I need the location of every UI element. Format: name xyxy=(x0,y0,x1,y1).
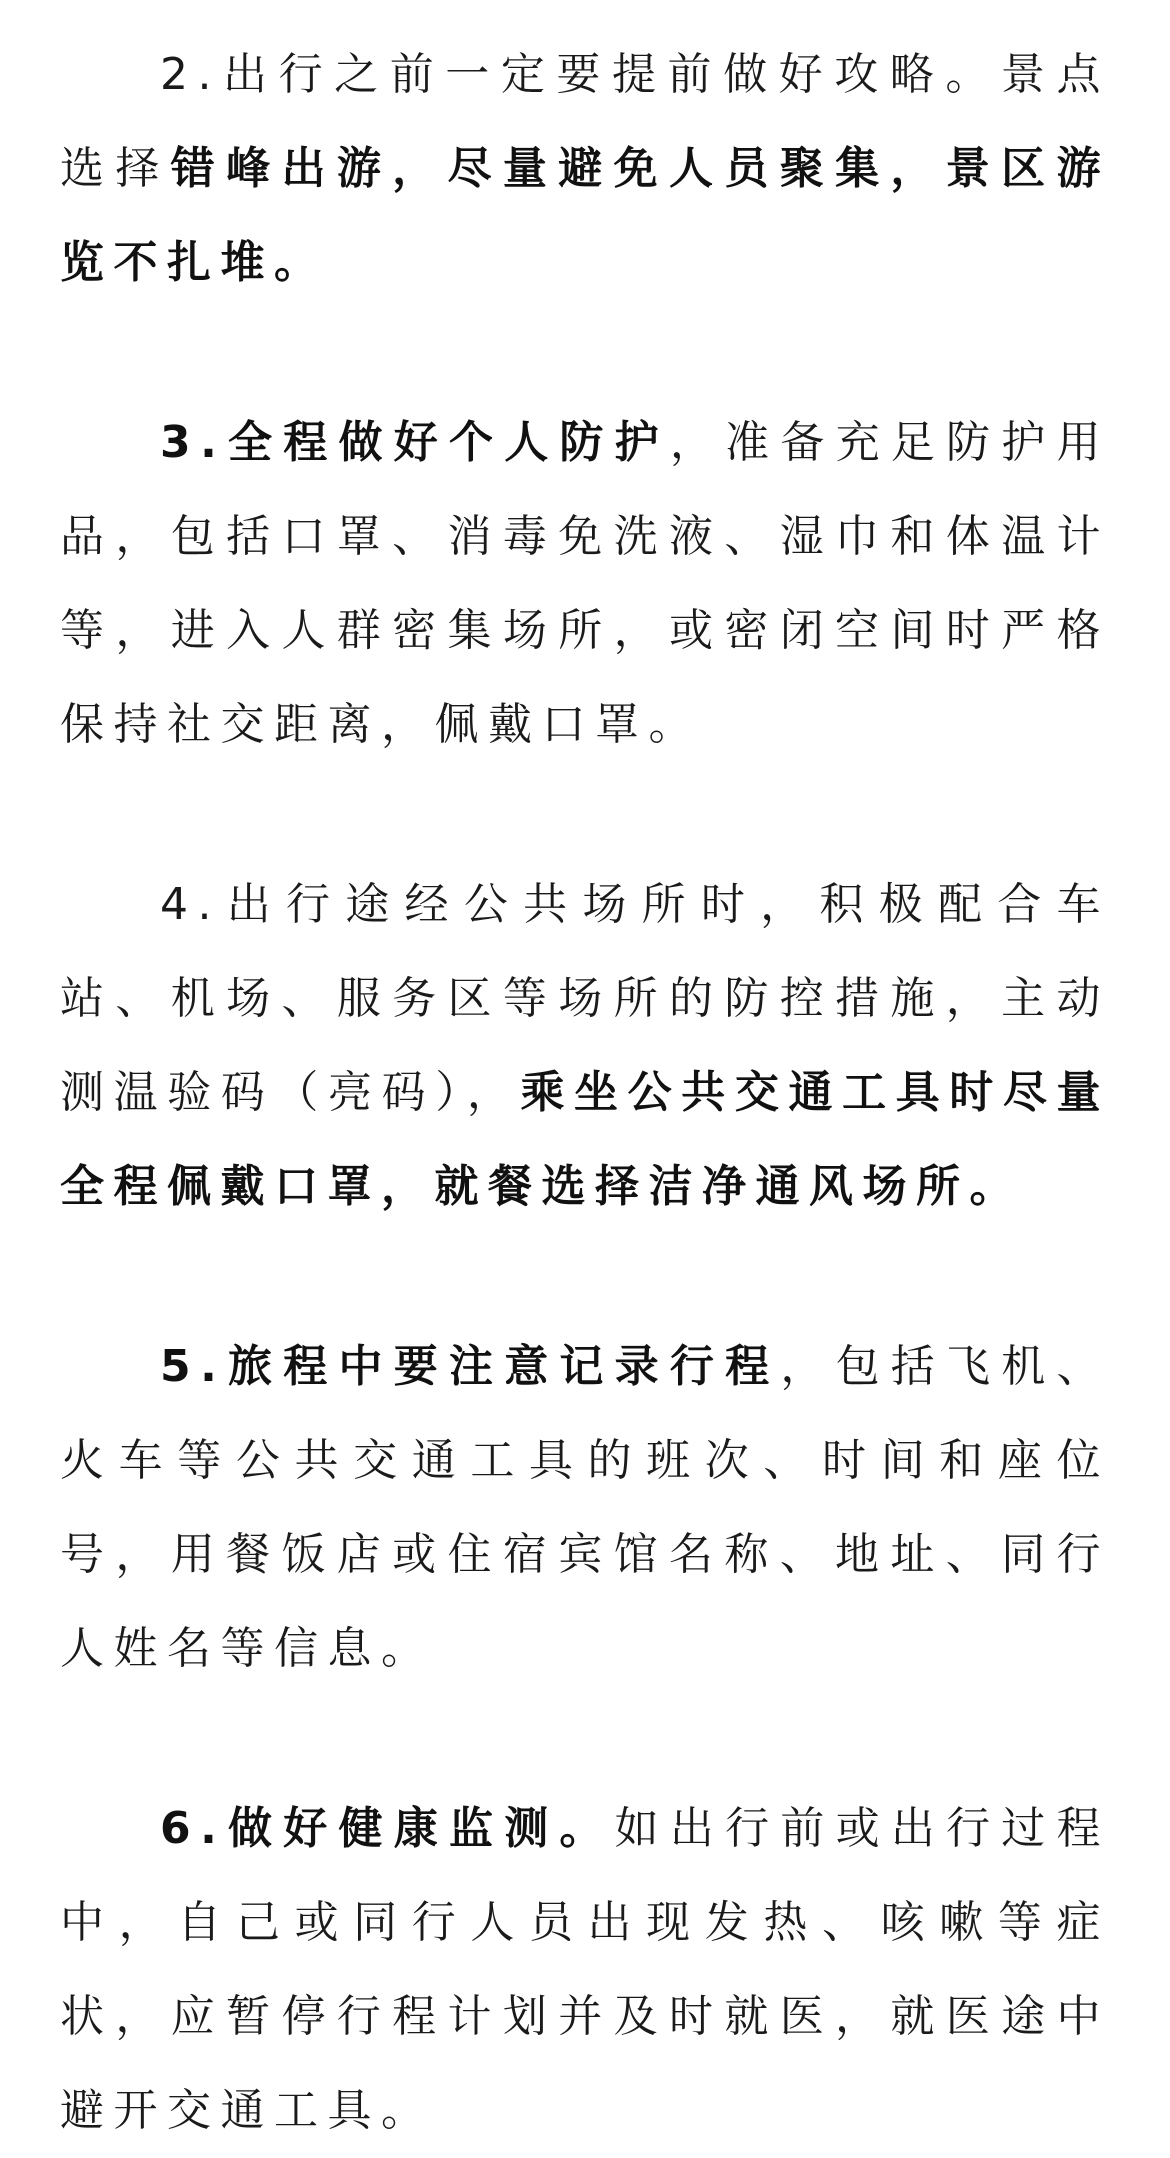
paragraph-text: ，准备充足防护用品，包括口罩、消毒免洗液、湿巾和体温计等，进入人群密集场所，或密闭空间时严格保持社交距离，佩戴口罩。 xyxy=(60,417,1110,750)
paragraph-bold-text: 乘坐公共交通工具时尽量全程佩戴口罩，就餐选择洁净通风场所。 xyxy=(60,1067,1111,1212)
paragraph-bold-text: 错峰出游，尽量避免人员聚集，景区游览不扎堆。 xyxy=(60,143,1111,288)
paragraph-text: 2.出行之前一定要提前做好攻略。景点选择 xyxy=(60,49,1110,194)
paragraph-bold-text: 3.全程做好个人防护 xyxy=(160,417,670,468)
paragraph-text: ，包括飞机、火车等公共交通工具的班次、时间和座位号，用餐饭店或住宿宾馆名称、地址、同行人姓名等信息。 xyxy=(60,1341,1110,1674)
paragraph-item-5 xyxy=(60,1320,1110,1696)
paragraph-bold-text: 5.旅程中要注意记录行程 xyxy=(160,1341,781,1392)
paragraph-item-4 xyxy=(60,858,1110,1234)
paragraph-text: 4.出行途经公共场所时，积极配合车站、机场、服务区等场所的防控措施，主动测温验码（亮码）， xyxy=(60,879,1110,1118)
paragraph-item-3 xyxy=(60,396,1110,772)
paragraph-bold-text: 6.做好健康监测。 xyxy=(160,1803,615,1854)
article-body xyxy=(60,28,1110,2158)
paragraph-text: 如出行前或出行过程中，自己或同行人员出现发热、咳嗽等症状，应暂停行程计划并及时就医，就医途中避开交通工具。 xyxy=(60,1803,1110,2136)
paragraph-item-6 xyxy=(60,1782,1110,2158)
paragraph-item-2 xyxy=(60,28,1110,310)
